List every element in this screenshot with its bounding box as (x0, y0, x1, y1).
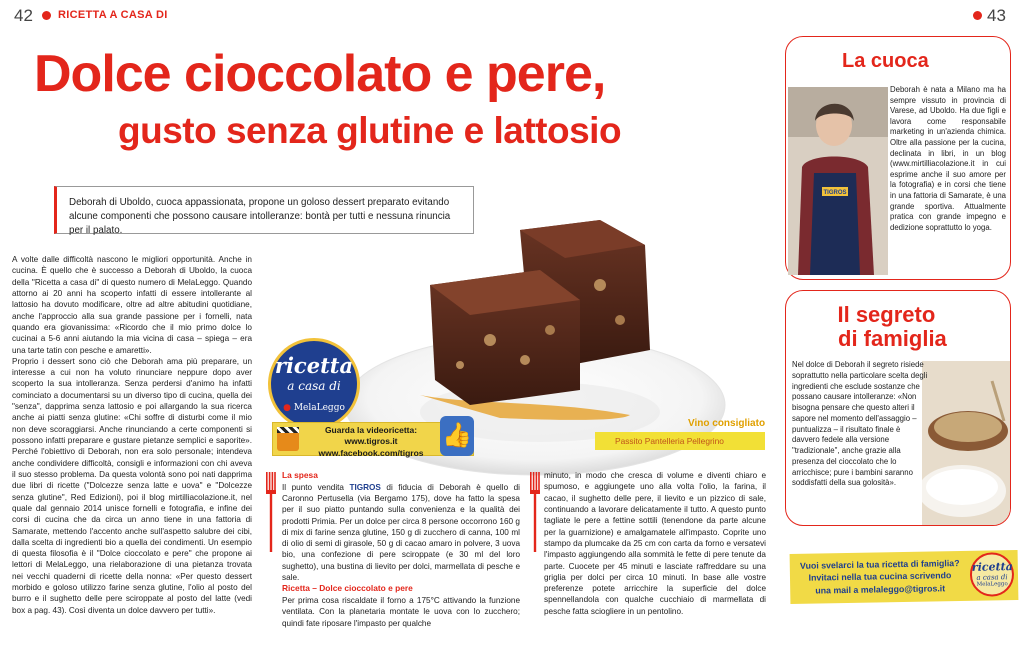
cta-text (792, 557, 969, 598)
logo-brand (271, 403, 357, 413)
video-link-tigros[interactable]: www.tigros.it (344, 436, 398, 447)
page-number-left: 42 (14, 6, 33, 25)
cuoca-title: La cuoca (842, 50, 929, 72)
fork-icon (266, 472, 276, 552)
segreto-title-line2: di famiglia (838, 325, 947, 351)
video-label: Guarda la videoricetta: (324, 425, 418, 435)
segreto-text: Nel dolce di Deborah il segreto risiede soprattutto nella particolare scelta degli ingredienti che esclude sostanze che possano causare intolleranze: «Non bisogna pensare che questo alteri il sapore nel momento dell'assaggio – puntualizza – il risultato finale è davvero fedele alla versione "tradizionale", anche grazie alla presenza del cioccolato che lo arricchisce; pure i bambini saranno soddisfatti della sua golosità». (792, 360, 928, 488)
cta-email[interactable]: una mail a melaleggo@tigros.it (815, 583, 946, 596)
cta-logo-subtitle: a casa di (976, 573, 1008, 582)
flour-photo (922, 361, 1011, 526)
recipe-continued-text: minuto, in modo che cresca di volume e diventi chiaro e spumoso, e aggiungete uno alla volta l'olio, la farina, il cacao, il sughetto delle pere, il lievito e un pizzico di sale, continuando a lavorare delicatamente il tutto. A questo punto tagliate le pere a fettine sottili (tenendone da parte alcune per la guarnizione) e amalgamatele all'impasto. Coprite uno stampo da plumcake da 25 cm con carta da forno e versatevi l'impasto aggiungendo alla sommità le fette di pere tenute da parte. Cuocete per 45 minuti e lasciate raffreddare su una griglia per dolci per circa 10 minuti. In base alle vostre preferenze potete arricchire la superficie del dolce spennellandola con qualche cucchiaio di marmellata di pesche fatta sciogliere in un pentolino. (544, 471, 766, 616)
headline-line2: gusto senza glutine e lattosio (118, 110, 622, 151)
recipe-heading: Ricetta – Dolce cioccolato e pere (282, 583, 413, 594)
ricetta-logo (268, 338, 360, 430)
segreto-title-line1: Il segreto (837, 302, 936, 327)
wine-name: Passito Pantelleria Pellegrino (615, 436, 724, 446)
spesa-column (282, 470, 520, 629)
thumbs-up-icon[interactable]: 👍 (440, 416, 474, 456)
body-paragraph-1: A volte dalle difficoltà nascono le migliori opportunità. Anche in cucina. È quello che è successo a Deborah di Uboldo, la cuoca della "Ricetta a casa di" di questo numero di MelaLeggo. Quando attorno ai 20 anni ha scoperto infatti di essere intollerante al lattosio ha dovuto modificare, oltre ad altre abitudini quotidiane, anche l'approccio alla sua grande passione per i fornelli, nata quando era giovanissima: «Ricordo che il mio primo dolce lo cucinai a 5-6 anni aiutando la mia vicina di casa – spiega – era una tarte tatin con pesche e amaretti». (12, 255, 252, 355)
logo-subtitle: a casa di (287, 379, 341, 393)
header-dot-icon-right (973, 11, 982, 20)
cook-photo (788, 87, 888, 275)
body-column (12, 254, 252, 616)
video-links (301, 425, 441, 459)
wine-band (595, 432, 765, 450)
headline-line1: Dolce cioccolato e pere, (34, 45, 606, 103)
wine-title: Vino consigliato (688, 418, 766, 429)
section-label: RICETTA A CASA DI (58, 9, 168, 21)
video-link-facebook[interactable]: www.facebook.com/tigros (318, 447, 424, 458)
tigros-brand: TIGROS (349, 482, 381, 492)
apron-logo: TIGROS (823, 190, 847, 196)
header-dot-icon (42, 11, 51, 20)
body-paragraph-2: Proprio i dessert sono ciò che Deborah ama più preparare, un interesse a cui non ha voluto rinunciare neppure dopo aver scoperto la sua intolleranza. Senza perdersi d'animo ha infatti cominciato a documentarsi su un diverso tipo di cucina, quella dei "senza", dapprima senza lattosio e poi allargando la sua ricerca anche ai piatti senza glutine: «Chi soffre di disturbi come il mio non deve scoraggiarsi. Anche rinunciando a certe componenti si possono infatti preparare e gustare pietanze semplici e saporite». Perché l'obiettivo di Deborah, non era solo personale; intendeva anche condividere difficoltà, consigli e informazioni con chi aveva il suo stesso problema. Da questa volontà sono poi nati dapprima due libri di ricette ("Dolcezze senza latte e uova" e "Dolcezze senza glutine", Red Edizioni), poi il blog mirtilliacolazione.it, nel quale dal gennaio 2014 unisce fornelli e fotografia, e infine dei corsi di cucina che da circa un anno tiene in una fattoria di Samarate, mettendo l'accento anche sull'aspetto salubre dei cibi, dalla scelta di ingredienti bio a quella dei condimenti. Un esempio di questa filosofia è il "Dolce cioccolato e pere" che propone ai lettori di MelaLeggo, una rielaborazione di una pietanza trovata nei vecchi quaderni di ricette della nonna: «Per questo dessert morbido e goloso utilizzo farine senza glutine, l'olio al posto del burro e il sughetto delle pere sciroppate al posto del latte (vedi box a pag. 43). Così diventa un dolce davvero per tutti». (12, 356, 252, 615)
logo-title: ricetta (274, 353, 354, 378)
cta-logo-brand: MelaLeggo (976, 581, 1008, 588)
cta-band (790, 550, 1019, 604)
logo-brand-text: MelaLeggo (293, 403, 345, 413)
cuoca-box (785, 36, 1011, 280)
spesa-text-main: di fiducia di Deborah è quello di Caronno Pertusella (via Bergamo 175), dove ha fatto la spesa per il suo piatto puntando sulla convenienza e la qualità dei prodotti Primia. Per un dolce per circa 8 persone occorrono 160 g di mix di farine senza glutine, 150 g di zucchero di canna, 100 ml di olio di semi di girasole, 50 g di cacao amaro in polvere, 3 uova bio, una confezione di pere sciroppate (e 30 ml del loro sughetto), una bustina di lievito per dolci, marmellata di pesche e sale. (282, 482, 520, 583)
recipe-start: Per prima cosa riscaldate il forno a 175°C attivando la funzione ventilata. Con la planetaria montate le uova con lo zucchero; quindi fate riposare l'impasto per qualche (282, 596, 520, 628)
segreto-title (826, 303, 947, 351)
video-clapper-icon (277, 427, 299, 451)
page-number-right: 43 (987, 6, 1006, 25)
spesa-text-pre: Il punto vendita (282, 482, 350, 492)
recipe-continued (544, 470, 766, 617)
spesa-text (282, 482, 520, 584)
cta-line1: Vuoi svelarci la tua ricetta di famiglia? (799, 558, 960, 571)
spesa-heading: La spesa (282, 470, 318, 480)
apple-icon: ● (283, 403, 291, 413)
cuoca-text: Deborah è nata a Milano ma ha sempre vissuto in provincia di Varese, ad Uboldo. Ha due figli e lavora come responsabile marketing in un'azienda chimica. Oltre alla passione per la cucina, declinata in libri, in un blog (www.mirtilliacolazione.it in cui esprime anche il suo amore per la fotografia) e in corsi che tiene in una fattoria di Samarate, è una grande sportiva. Attualmente pratica con grande impegno e dedizione soprattutto lo yoga. (890, 85, 1006, 232)
fork-icon-2 (530, 472, 540, 552)
cta-logo (970, 552, 1015, 597)
intro-text: Deborah di Uboldo, cuoca appassionata, propone un goloso dessert preparato evitando alcune componenti che possono causare intolleranze: bontà per tutti e nessuna rinuncia per il palato. (69, 197, 451, 237)
cta-line2: Invitaci nella tua cucina scrivendo (808, 570, 952, 584)
cta-logo-title: ricetta (971, 560, 1013, 574)
